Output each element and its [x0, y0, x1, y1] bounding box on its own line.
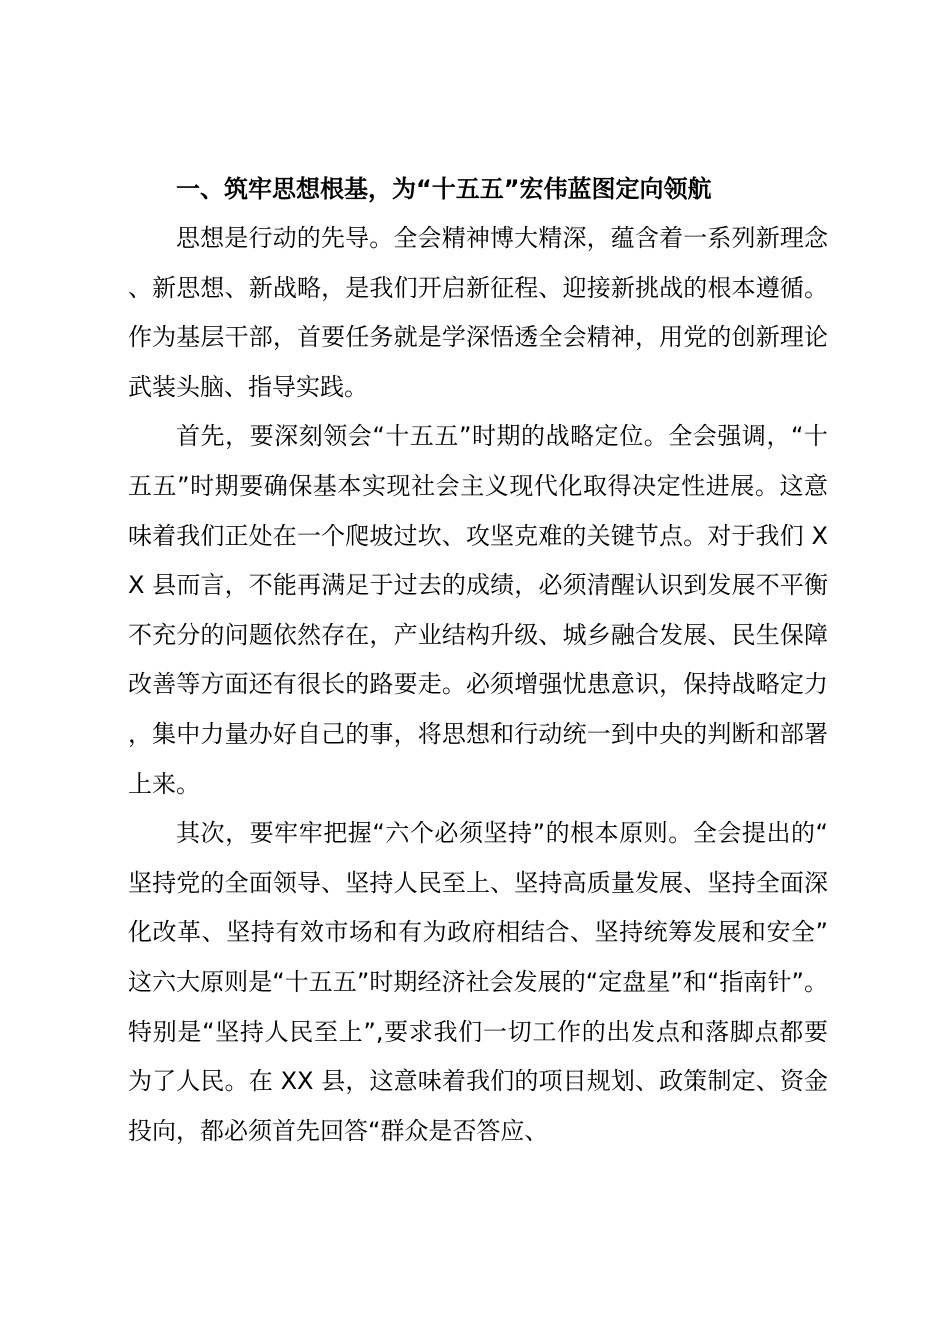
- paragraph-1: 思想是行动的先导。全会精神博大精深，蕴含着一系列新理念、新思想、新战略，是我们开启新征程、迎接新挑战的根本遵循。作为基层干部，首要任务就是学深悟透全会精神，用党的创新理论武装头脑、指导实践。: [128, 224, 828, 401]
- document-body: [128, 165, 828, 1156]
- section-heading: 一、筑牢思想根基，为“十五五”宏伟蓝图定向领航: [176, 175, 712, 203]
- paragraph-3: 其次，要牢牢把握“六个必须坚持”的根本原则。全会提出的“坚持党的全面领导、坚持人民至上、坚持高质量发展、坚持全面深化改革、坚持有效市场和有为政府相结合、坚持统筹发展和安全”这六大原则是“十五五”时期经济社会发展的“定盘星”和“指南针”。特别是“坚持人民至上”,要求我们一切工作的出发点和落脚点都要为了人民。在 XX 县，这意味着我们的项目规划、政策制定、资金投向，都必须首先回答“群众是否答应、: [128, 819, 828, 1145]
- paragraph-2: 首先，要深刻领会“十五五”时期的战略定位。全会强调，“十五五”时期要确保基本实现社会主义现代化取得决定性进展。这意味着我们正处在一个爬坡过坎、攻坚克难的关键节点。对于我们 XX 县而言，不能再满足于过去的成绩，必须清醒认识到发展不平衡不充分的问题依然存在，产业结构升级、城乡融合发展、民生保障改善等方面还有很长的路要走。必须增强忧患意识，保持战略定力，集中力量办好自己的事，将思想和行动统一到中央的判断和部署上来。: [128, 422, 828, 798]
